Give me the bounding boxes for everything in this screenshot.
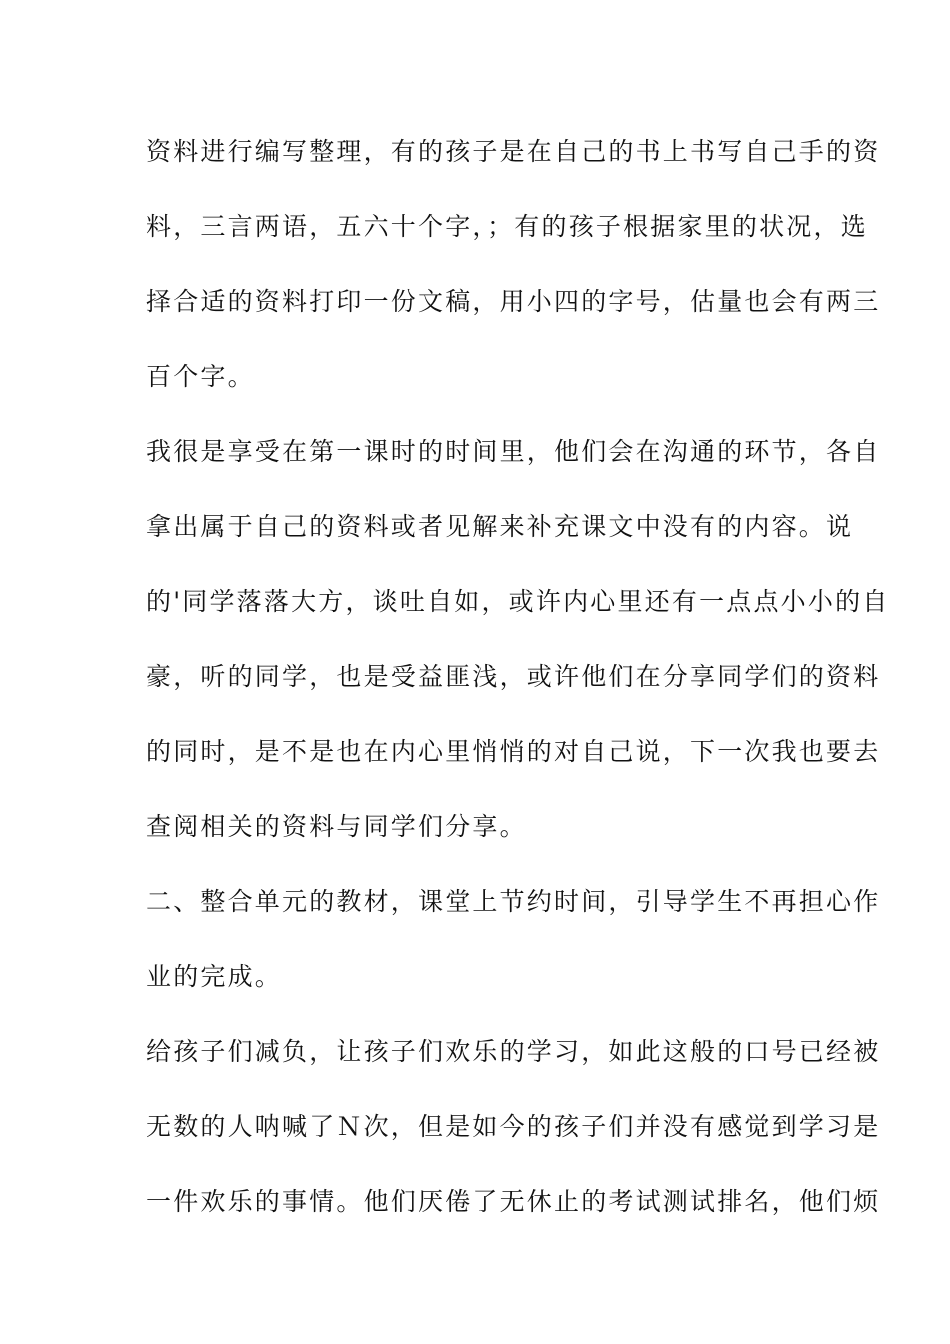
text-line: 料，三言两语，五六十个字，；有的孩子根据家里的状况，选 [146, 212, 868, 241]
text-line: 百个字。 [146, 362, 255, 391]
text-line: 业的完成。 [146, 962, 283, 991]
text-line: 无数的人呐喊了Ｎ次，但是如今的孩子们并没有感觉到学习是 [146, 1112, 881, 1141]
text-line: 资料进行编写整理，有的孩子是在自己的书上书写自己手的资 [146, 137, 881, 166]
text-line: 给孩子们减负，让孩子们欢乐的学习，如此这般的口号已经被 [146, 1037, 881, 1066]
text-line: 查阅相关的资料与同学们分享。 [146, 812, 527, 841]
text-line: 豪，听的同学，也是受益匪浅，或许他们在分享同学们的资料 [146, 662, 881, 691]
text-line: 拿出属于自己的资料或者见解来补充课文中没有的内容。说 [146, 512, 854, 541]
text-line: 一件欢乐的事情。他们厌倦了无休止的考试测试排名，他们烦 [146, 1187, 881, 1216]
text-line: 我很是享受在第一课时的时间里，他们会在沟通的环节，各自 [146, 437, 881, 466]
text-line: 的'同学落落大方，谈吐自如，或许内心里还有一点点小小的自 [146, 587, 890, 616]
text-line: 的同时，是不是也在内心里悄悄的对自己说，下一次我也要去 [146, 737, 881, 766]
text-line: 择合适的资料打印一份文稿，用小四的字号，估量也会有两三 [146, 287, 881, 316]
text-line: 二、整合单元的教材，课堂上节约时间，引导学生不再担心作 [146, 887, 881, 916]
